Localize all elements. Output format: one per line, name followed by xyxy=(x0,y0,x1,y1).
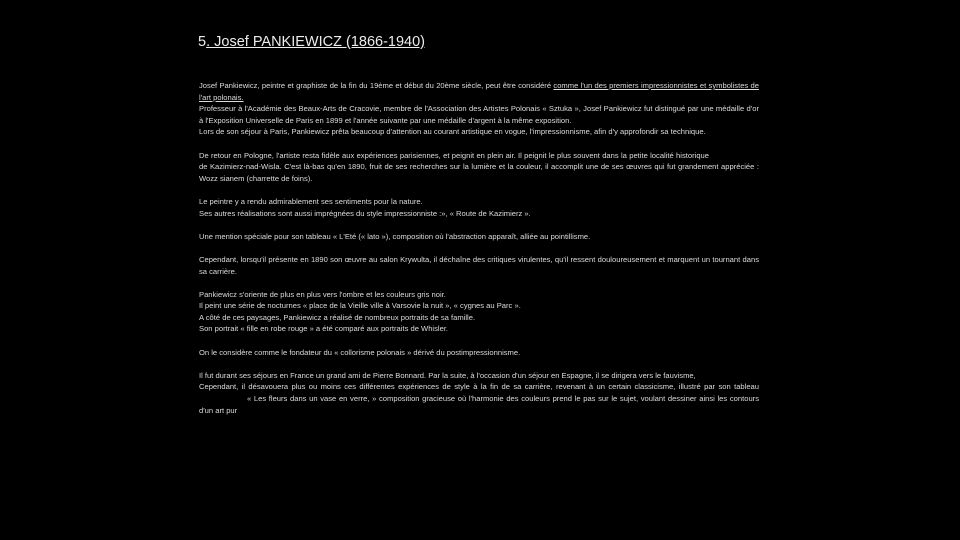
paragraph-paris: Lors de son séjour à Paris, Pankiewicz prêta beaucoup d'attention au courant artistique en vogue, l'impressionnisme, afin d'y approfondir sa technique. xyxy=(199,127,706,137)
slide-title xyxy=(198,32,425,52)
paragraph-colorism: On le considère comme le fondateur du « collorisme polonais » dérivé du postimpressionnisme. xyxy=(199,347,521,357)
slide-title-text: . Josef PANKIEWICZ (1866-1940) xyxy=(206,34,426,50)
paragraph-professor: Professeur à l'Académie des Beaux-Arts de Cracovie, membre de l'Association des Artistes Polonais « Sztuka », Josef Pankiewicz fut distingué par une médaille d'or à l'Exposition Universelle de Paris en 1899 et l'année suivante par une médaille d'argent à la même exposition. xyxy=(199,104,759,125)
slide-number: 5 xyxy=(198,34,207,50)
paragraph-intro-underlined: comme l'un des premiers impressionnistes et symbolistes de l'art polonais. xyxy=(199,81,759,102)
paragraph-bonnard: Il fut durant ses séjours en France un grand ami de Pierre Bonnard. Par la suite, à l'occasion d'un séjour en Espagne, il se dirigera vers le fauvisme, xyxy=(199,370,696,380)
paragraph-krywulta: Cependant, lorsqu'il présente en 1890 son œuvre au salon Krywulta, il déchaîne des critiques virulentes, qu'il ressent douloureusement et marquent un tournant dans sa carrière. xyxy=(199,254,759,276)
paragraph-return-poland-text-a: De retour en Pologne, l'artiste resta fidèle aux expériences parisiennes, et peignit en plein air. Il peignit le plus souvent dans la petite localité historique xyxy=(199,150,709,160)
paragraph-return-poland xyxy=(199,150,759,185)
paragraph-shadow: Pankiewicz s'oriente de plus en plus vers l'ombre et les couleurs gris noir. xyxy=(199,289,446,299)
paragraph-return-poland-text-b: de Kazimierz-nad-Wisla. C'est là-bas qu'en 1890, fruit de ses recherches sur la lumière et la couleur, il accomplit une de ses œuvres qui fut grandement appréciée : Wozz sianem (charrette de foins). xyxy=(199,162,759,183)
paragraph-intro-text: Josef Pankiewicz, peintre et graphiste de la fin du 19ème et début du 20ème siècle, peut être considéré xyxy=(199,81,554,90)
slide-body-text xyxy=(199,80,759,416)
paragraph-classicism-text-a: Cependant, il désavouera plus ou moins ces différentes expériences de style à la fin de sa carrière, revenant à un certain classicisme, illustré par son tableau xyxy=(199,382,759,392)
paragraph-intro xyxy=(199,80,759,103)
paragraph-family-portraits: A côté de ces paysages, Pankiewicz a réalisé de nombreux portraits de sa famille. xyxy=(199,312,476,322)
paragraph-other-works: Ses autres réalisations sont aussi imprégnées du style impressionniste :», « Route de Kazimierz ». xyxy=(199,208,531,218)
paragraph-summer: Une mention spéciale pour son tableau « L'Eté (« lato »), composition où l'abstraction apparaît, alliée au pointillisme. xyxy=(199,231,591,241)
paragraph-nature: Le peintre y a rendu admirablement ses sentiments pour la nature. xyxy=(199,196,423,206)
paragraph-red-dress: Son portrait « fille en robe rouge » a été comparé aux portraits de Whisler. xyxy=(199,324,449,334)
paragraph-classicism xyxy=(199,381,759,416)
paragraph-nocturnes: Il peint une série de nocturnes « place de la Vieille ville à Varsovie la nuit », « cygnes au Parc ». xyxy=(199,301,521,311)
paragraph-classicism-text-b: « Les fleurs dans un vase en verre, » composition gracieuse où l'harmonie des couleurs prend le pas sur le sujet, voulant dessiner ainsi les contours d'un art pur xyxy=(199,394,759,415)
